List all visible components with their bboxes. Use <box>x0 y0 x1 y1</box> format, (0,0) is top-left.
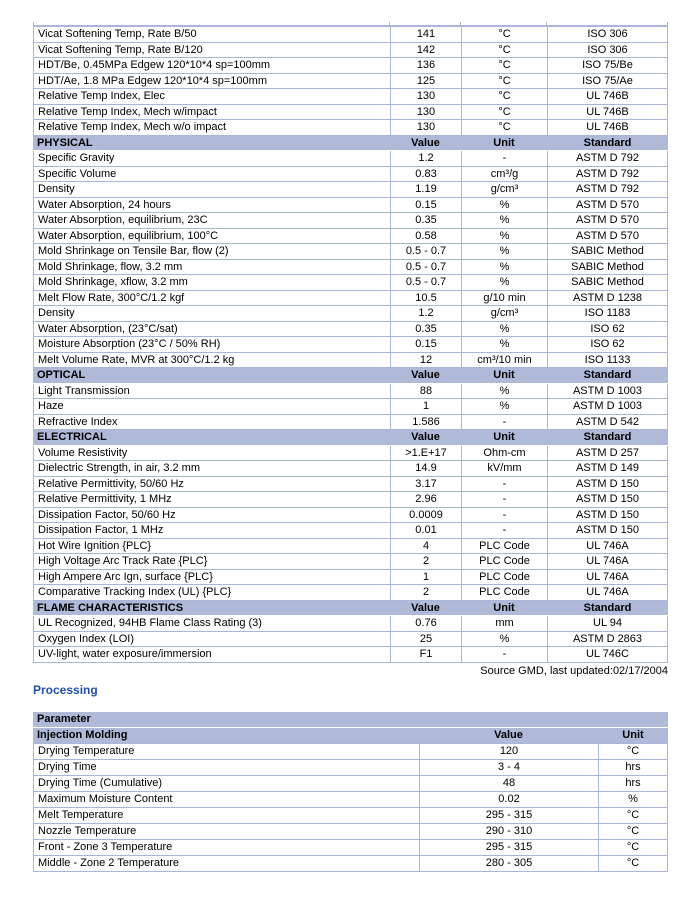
value-column-header: Value <box>411 601 440 614</box>
property-value: 130 <box>390 105 461 120</box>
section-header-row <box>33 430 668 446</box>
property-row <box>33 167 668 183</box>
property-unit: % <box>461 229 547 244</box>
property-row <box>33 585 668 601</box>
parameter-header-row <box>33 712 668 728</box>
property-standard: ISO 306 <box>547 27 668 42</box>
property-unit: PLC Code <box>461 585 547 600</box>
parameter-name: Front - Zone 3 Temperature <box>33 840 419 855</box>
property-name: Dielectric Strength, in air, 3.2 mm <box>33 461 390 476</box>
property-row <box>33 554 668 570</box>
property-row <box>33 275 668 291</box>
property-unit: °C <box>461 105 547 120</box>
standard-column-header: Standard <box>583 136 632 149</box>
processing-row <box>33 792 668 808</box>
parameter-unit: °C <box>598 808 668 823</box>
property-row <box>33 74 668 90</box>
property-value: 136 <box>390 58 461 73</box>
property-row <box>33 570 668 586</box>
property-unit: % <box>461 198 547 213</box>
property-row <box>33 492 668 508</box>
property-unit: % <box>461 244 547 259</box>
property-value: 0.35 <box>390 322 461 337</box>
property-row <box>33 120 668 136</box>
property-value: 2 <box>390 585 461 600</box>
property-name: Light Transmission <box>33 384 390 399</box>
property-row <box>33 151 668 167</box>
parameter-name: Nozzle Temperature <box>33 824 419 839</box>
property-unit: g/10 min <box>461 291 547 306</box>
property-row <box>33 213 668 229</box>
property-name: HDT/Be, 0.45MPa Edgew 120*10*4 sp=100mm <box>33 58 390 73</box>
property-unit: - <box>461 477 547 492</box>
property-standard: ASTM D 150 <box>547 492 668 507</box>
cutoff-cell <box>547 22 668 25</box>
property-unit: % <box>461 632 547 647</box>
parameter-unit: hrs <box>598 776 668 791</box>
property-name: Density <box>33 182 390 197</box>
property-standard: ASTM D 570 <box>547 198 668 213</box>
section-name: FLAME CHARACTERISTICS <box>37 601 184 614</box>
property-row <box>33 322 668 338</box>
property-unit: °C <box>461 89 547 104</box>
property-unit: % <box>461 399 547 414</box>
property-name: Dissipation Factor, 1 MHz <box>33 523 390 538</box>
property-unit: °C <box>461 27 547 42</box>
property-unit: kV/mm <box>461 461 547 476</box>
unit-column-header: Unit <box>493 369 515 382</box>
property-standard: UL 746A <box>547 539 668 554</box>
property-name: Mold Shrinkage on Tensile Bar, flow (2) <box>33 244 390 259</box>
value-column-header: Value <box>411 431 440 444</box>
parameter-unit: °C <box>598 744 668 759</box>
standard-column-header: Standard <box>583 431 632 444</box>
property-name: UV-light, water exposure/immersion <box>33 647 390 662</box>
property-value: 0.01 <box>390 523 461 538</box>
property-value: 0.15 <box>390 198 461 213</box>
property-standard: UL 746B <box>547 105 668 120</box>
parameter-unit: hrs <box>598 760 668 775</box>
section-header-row <box>33 368 668 384</box>
property-name: Relative Temp Index, Elec <box>33 89 390 104</box>
property-value: 130 <box>390 120 461 135</box>
property-row <box>33 27 668 43</box>
property-unit: °C <box>461 120 547 135</box>
parameter-value: 0.02 <box>419 792 598 807</box>
property-value: 0.5 - 0.7 <box>390 260 461 275</box>
property-value: 1.586 <box>390 415 461 430</box>
property-name: Volume Resistivity <box>33 446 390 461</box>
parameter-unit: °C <box>598 856 668 871</box>
property-row <box>33 105 668 121</box>
section-name: PHYSICAL <box>37 136 93 149</box>
unit-column-header: Unit <box>493 431 515 444</box>
processing-row <box>33 840 668 856</box>
property-value: 1 <box>390 570 461 585</box>
property-row <box>33 384 668 400</box>
property-name: Hot Wire Ignition {PLC} <box>33 539 390 554</box>
processing-row <box>33 808 668 824</box>
property-standard: ASTM D 542 <box>547 415 668 430</box>
property-value: 141 <box>390 27 461 42</box>
property-row <box>33 415 668 431</box>
property-unit: % <box>461 275 547 290</box>
property-standard: ASTM D 1238 <box>547 291 668 306</box>
property-value: 12 <box>390 353 461 368</box>
property-unit: °C <box>461 74 547 89</box>
property-standard: ASTM D 150 <box>547 508 668 523</box>
property-row <box>33 198 668 214</box>
parameter-unit: °C <box>598 824 668 839</box>
property-value: F1 <box>390 647 461 662</box>
property-unit: - <box>461 647 547 662</box>
property-value: 1.2 <box>390 306 461 321</box>
parameter-value: 280 - 305 <box>419 856 598 871</box>
property-name: Vicat Softening Temp, Rate B/50 <box>33 27 390 42</box>
property-name: Refractive Index <box>33 415 390 430</box>
property-name: Vicat Softening Temp, Rate B/120 <box>33 43 390 58</box>
property-row <box>33 244 668 260</box>
parameter-name: Drying Time (Cumulative) <box>33 776 419 791</box>
property-name: Relative Permittivity, 50/60 Hz <box>33 477 390 492</box>
property-unit: - <box>461 508 547 523</box>
property-row <box>33 477 668 493</box>
property-name: HDT/Ae, 1.8 MPa Edgew 120*10*4 sp=100mm <box>33 74 390 89</box>
property-row <box>33 632 668 648</box>
property-row <box>33 306 668 322</box>
property-row <box>33 647 668 663</box>
property-name: Relative Temp Index, Mech w/impact <box>33 105 390 120</box>
property-standard: ISO 1183 <box>547 306 668 321</box>
unit-column-header: Unit <box>622 729 644 741</box>
property-standard: ASTM D 2863 <box>547 632 668 647</box>
section-name: ELECTRICAL <box>37 431 107 444</box>
processing-table <box>33 712 668 872</box>
property-value: 88 <box>390 384 461 399</box>
property-row <box>33 399 668 415</box>
property-standard: ASTM D 792 <box>547 182 668 197</box>
property-standard: UL 746C <box>547 647 668 662</box>
property-value: 4 <box>390 539 461 554</box>
property-unit: g/cm³ <box>461 306 547 321</box>
property-unit: - <box>461 523 547 538</box>
cutoff-cell <box>390 22 461 25</box>
property-name: Moisture Absorption (23°C / 50% RH) <box>33 337 390 352</box>
processing-rows <box>33 744 668 872</box>
property-name: Specific Gravity <box>33 151 390 166</box>
standard-column-header: Standard <box>583 601 632 614</box>
parameter-value: 290 - 310 <box>419 824 598 839</box>
property-value: 125 <box>390 74 461 89</box>
property-name: Melt Flow Rate, 300°C/1.2 kgf <box>33 291 390 306</box>
parameter-name: Drying Time <box>33 760 419 775</box>
property-value: 0.5 - 0.7 <box>390 244 461 259</box>
property-name: UL Recognized, 94HB Flame Class Rating (3) <box>33 616 390 631</box>
property-unit: g/cm³ <box>461 182 547 197</box>
property-unit: cm³/10 min <box>461 353 547 368</box>
property-unit: % <box>461 260 547 275</box>
property-unit: PLC Code <box>461 554 547 569</box>
property-standard: ASTM D 792 <box>547 151 668 166</box>
property-standard: SABIC Method <box>547 275 668 290</box>
property-standard: UL 746B <box>547 89 668 104</box>
property-value: 0.35 <box>390 213 461 228</box>
property-value: 2 <box>390 554 461 569</box>
property-standard: ASTM D 149 <box>547 461 668 476</box>
property-value: 1.19 <box>390 182 461 197</box>
parameter-unit: % <box>598 792 668 807</box>
property-name: Water Absorption, equilibrium, 23C <box>33 213 390 228</box>
property-standard: ISO 62 <box>547 322 668 337</box>
property-row <box>33 337 668 353</box>
property-row <box>33 539 668 555</box>
source-note: Source GMD, last updated:02/17/2004 <box>480 664 668 677</box>
property-name: Melt Volume Rate, MVR at 300°C/1.2 kg <box>33 353 390 368</box>
property-value: 2.96 <box>390 492 461 507</box>
property-name: Water Absorption, (23°C/sat) <box>33 322 390 337</box>
property-value: 1 <box>390 399 461 414</box>
property-row <box>33 89 668 105</box>
property-standard: ASTM D 570 <box>547 213 668 228</box>
property-value: 14.9 <box>390 461 461 476</box>
parameter-name: Middle - Zone 2 Temperature <box>33 856 419 871</box>
injection-molding-label: Injection Molding <box>37 729 128 741</box>
property-row <box>33 508 668 524</box>
property-unit: - <box>461 492 547 507</box>
property-standard: ISO 306 <box>547 43 668 58</box>
property-name: Oxygen Index (LOI) <box>33 632 390 647</box>
property-value: >1.E+17 <box>390 446 461 461</box>
property-standard: UL 746A <box>547 570 668 585</box>
property-value: 3.17 <box>390 477 461 492</box>
property-name: Dissipation Factor, 50/60 Hz <box>33 508 390 523</box>
property-standard: UL 746B <box>547 120 668 135</box>
property-standard: ASTM D 257 <box>547 446 668 461</box>
processing-heading: Processing <box>33 682 98 697</box>
property-name: Mold Shrinkage, xflow, 3.2 mm <box>33 275 390 290</box>
section-name: OPTICAL <box>37 369 86 382</box>
property-name: Specific Volume <box>33 167 390 182</box>
property-standard: UL 746A <box>547 554 668 569</box>
parameter-header-label: Parameter <box>37 713 91 725</box>
property-standard: SABIC Method <box>547 244 668 259</box>
property-unit: % <box>461 337 547 352</box>
property-name: Relative Permittivity, 1 MHz <box>33 492 390 507</box>
property-unit: PLC Code <box>461 539 547 554</box>
property-row <box>33 461 668 477</box>
parameter-value: 48 <box>419 776 598 791</box>
property-row <box>33 446 668 462</box>
property-name: Mold Shrinkage, flow, 3.2 mm <box>33 260 390 275</box>
properties-table <box>33 27 668 663</box>
parameter-value: 295 - 315 <box>419 808 598 823</box>
property-name: Relative Temp Index, Mech w/o impact <box>33 120 390 135</box>
property-row <box>33 616 668 632</box>
unit-column-header: Unit <box>493 601 515 614</box>
property-row <box>33 260 668 276</box>
property-unit: Ohm-cm <box>461 446 547 461</box>
processing-row <box>33 776 668 792</box>
property-unit: mm <box>461 616 547 631</box>
property-standard: ASTM D 150 <box>547 523 668 538</box>
property-value: 0.0009 <box>390 508 461 523</box>
property-value: 0.83 <box>390 167 461 182</box>
property-name: High Voltage Arc Track Rate {PLC} <box>33 554 390 569</box>
property-value: 142 <box>390 43 461 58</box>
property-standard: ISO 62 <box>547 337 668 352</box>
property-value: 0.58 <box>390 229 461 244</box>
property-row <box>33 58 668 74</box>
property-row <box>33 182 668 198</box>
property-unit: % <box>461 384 547 399</box>
property-standard: ISO 75/Ae <box>547 74 668 89</box>
property-value: 25 <box>390 632 461 647</box>
value-column-header: Value <box>494 729 523 741</box>
property-row <box>33 43 668 59</box>
property-value: 0.15 <box>390 337 461 352</box>
parameter-name: Drying Temperature <box>33 744 419 759</box>
standard-column-header: Standard <box>583 369 632 382</box>
property-standard: ASTM D 570 <box>547 229 668 244</box>
property-standard: UL 94 <box>547 616 668 631</box>
property-unit: PLC Code <box>461 570 547 585</box>
parameter-value: 3 - 4 <box>419 760 598 775</box>
property-unit: - <box>461 151 547 166</box>
property-standard: ASTM D 1003 <box>547 384 668 399</box>
property-unit: - <box>461 415 547 430</box>
property-standard: ASTM D 150 <box>547 477 668 492</box>
property-value: 130 <box>390 89 461 104</box>
parameter-value: 295 - 315 <box>419 840 598 855</box>
property-name: Water Absorption, 24 hours <box>33 198 390 213</box>
processing-row <box>33 824 668 840</box>
value-column-header: Value <box>411 369 440 382</box>
parameter-unit: °C <box>598 840 668 855</box>
parameter-value: 120 <box>419 744 598 759</box>
property-row <box>33 523 668 539</box>
property-row <box>33 353 668 369</box>
injection-molding-header-row <box>33 728 668 744</box>
property-name: Density <box>33 306 390 321</box>
property-name: High Ampere Arc Ign, surface {PLC} <box>33 570 390 585</box>
property-unit: % <box>461 322 547 337</box>
property-standard: ASTM D 792 <box>547 167 668 182</box>
processing-row <box>33 856 668 872</box>
property-standard: ISO 75/Be <box>547 58 668 73</box>
parameter-name: Melt Temperature <box>33 808 419 823</box>
parameter-name: Maximum Moisture Content <box>33 792 419 807</box>
property-row <box>33 229 668 245</box>
property-value: 1.2 <box>390 151 461 166</box>
property-value: 10.5 <box>390 291 461 306</box>
property-standard: UL 746A <box>547 585 668 600</box>
property-value: 0.5 - 0.7 <box>390 275 461 290</box>
property-standard: SABIC Method <box>547 260 668 275</box>
property-name: Comparative Tracking Index (UL) {PLC} <box>33 585 390 600</box>
unit-column-header: Unit <box>493 136 515 149</box>
section-header-row <box>33 601 668 617</box>
value-column-header: Value <box>411 136 440 149</box>
property-unit: °C <box>461 58 547 73</box>
processing-row <box>33 760 668 776</box>
property-unit: cm³/g <box>461 167 547 182</box>
property-standard: ISO 1133 <box>547 353 668 368</box>
property-value: 0.76 <box>390 616 461 631</box>
property-row <box>33 291 668 307</box>
property-unit: °C <box>461 43 547 58</box>
property-unit: % <box>461 213 547 228</box>
cutoff-cell <box>461 22 547 25</box>
section-header-row <box>33 136 668 152</box>
property-name: Water Absorption, equilibrium, 100°C <box>33 229 390 244</box>
property-name: Haze <box>33 399 390 414</box>
property-standard: ASTM D 1003 <box>547 399 668 414</box>
cutoff-cell <box>33 22 390 25</box>
processing-row <box>33 744 668 760</box>
